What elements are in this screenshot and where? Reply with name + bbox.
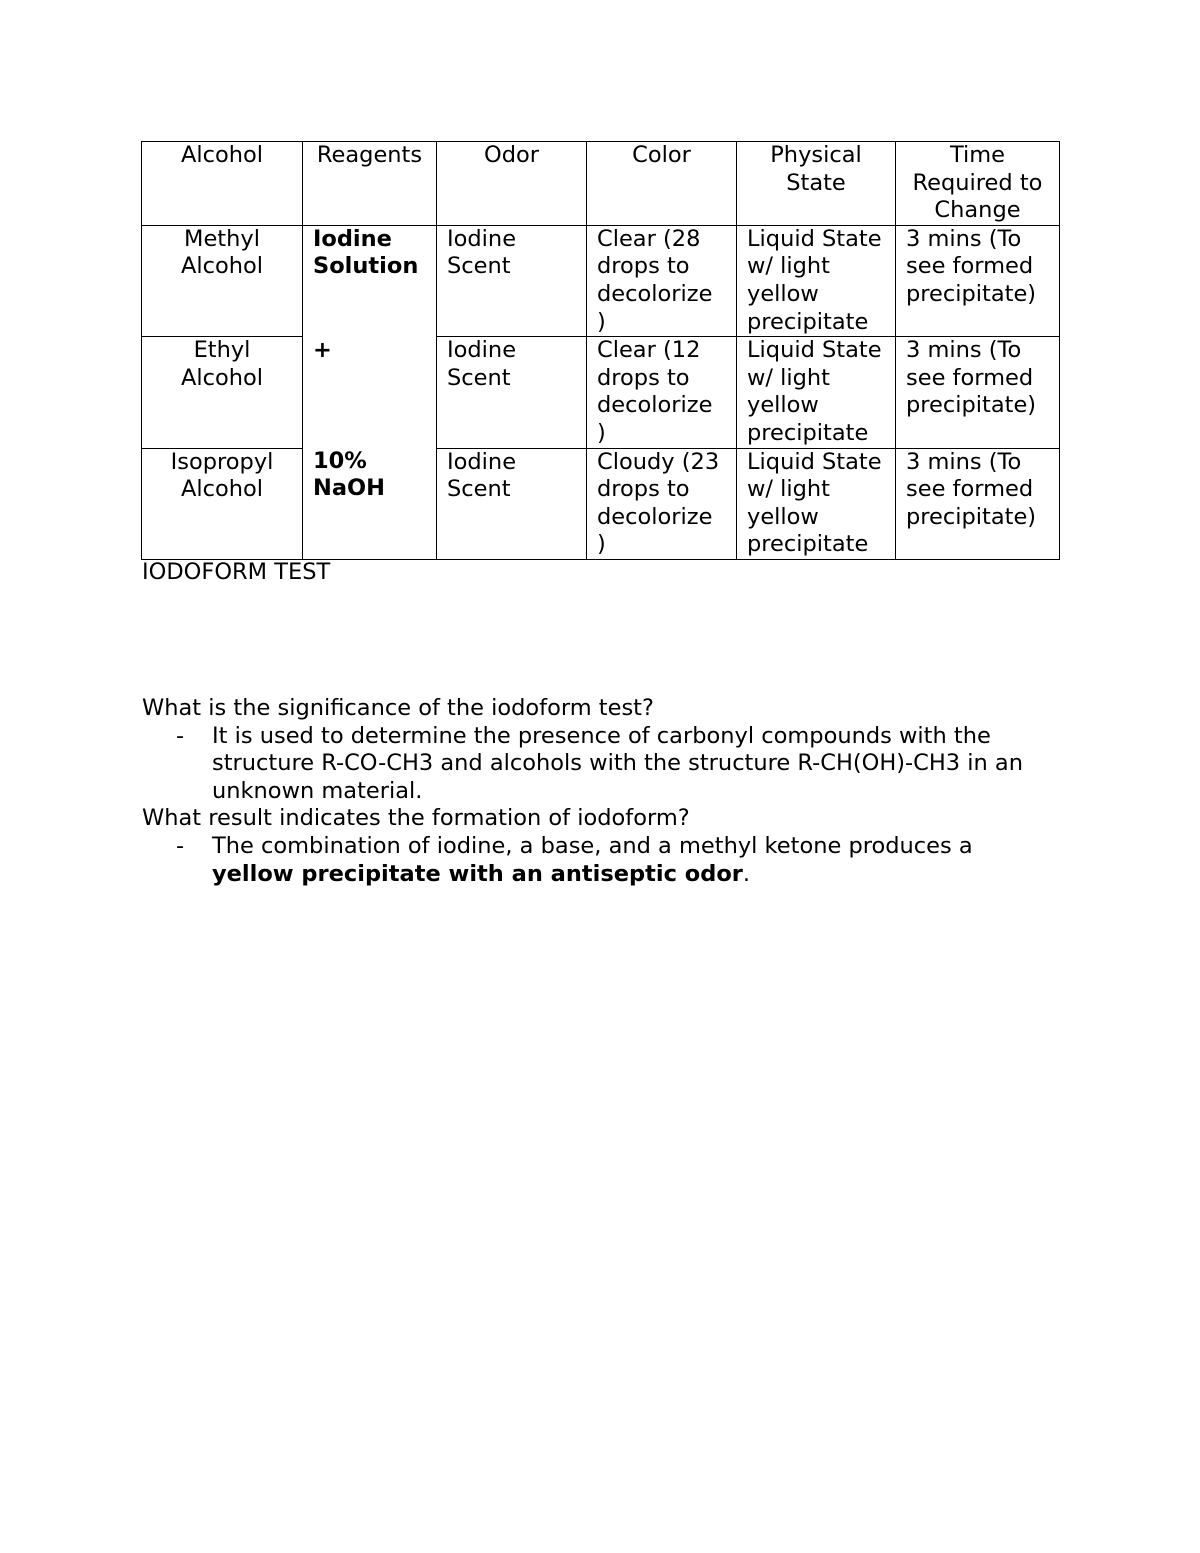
header-cell-time: Time Required to Change <box>896 142 1060 226</box>
time-cell: 3 mins (To see formed precipitate) <box>896 225 1060 336</box>
odor-cell: Iodine Scent <box>437 225 587 336</box>
header-cell-physical-state: Physical State <box>737 142 896 226</box>
alcohol-cell: Isopropyl Alcohol <box>142 448 303 559</box>
table-row <box>142 448 1060 559</box>
physical-state-cell: Liquid State w/ light yellow precipitate <box>737 225 896 336</box>
header-cell-color: Color <box>587 142 737 226</box>
bullet-dash: - <box>176 722 185 749</box>
bullet-dash: - <box>176 832 185 859</box>
question-significance: What is the significance of the iodoform test? <box>142 695 654 721</box>
questions-section <box>142 695 1042 888</box>
time-cell: 3 mins (To see formed precipitate) <box>896 448 1060 559</box>
header-cell-reagents: Reagents <box>303 142 437 226</box>
answer-significance: It is used to determine the presence of carbonyl compounds with the structure R-CO-CH3 and alcohols with the structure R-CH(OH)-CH3 in an unknown material. <box>212 722 1023 804</box>
odor-cell: Iodine Scent <box>437 448 587 559</box>
iodoform-results-table <box>141 141 1060 560</box>
physical-state-cell: Liquid State w/ light yellow precipitate <box>737 337 896 448</box>
alcohol-cell: Methyl Alcohol <box>142 225 303 336</box>
color-cell: Clear (28 drops to decolorize ) <box>587 225 737 336</box>
reagent-iodine-solution: Iodine Solution <box>313 225 419 280</box>
answer-result-bold: yellow precipitate with an antiseptic odor <box>212 860 743 887</box>
answer-result-end: . <box>742 860 751 887</box>
test-title: IODOFORM TEST <box>142 559 331 585</box>
table-header-row <box>142 142 1060 226</box>
reagents-cell <box>303 225 437 559</box>
header-cell-odor: Odor <box>437 142 587 226</box>
color-cell: Clear (12 drops to decolorize ) <box>587 337 737 448</box>
answer-item <box>142 723 1042 806</box>
answer-result-text: The combination of iodine, a base, and a methyl ketone produces a <box>212 832 973 859</box>
time-cell: 3 mins (To see formed precipitate) <box>896 337 1060 448</box>
table-row <box>142 225 1060 336</box>
reagent-naoh: 10% NaOH <box>313 447 385 502</box>
answer-item <box>142 833 1042 888</box>
odor-cell: Iodine Scent <box>437 337 587 448</box>
alcohol-cell: Ethyl Alcohol <box>142 337 303 448</box>
reagent-plus: + <box>313 336 332 363</box>
table-row <box>142 337 1060 448</box>
color-cell: Cloudy (23 drops to decolorize ) <box>587 448 737 559</box>
answer-result <box>212 833 1032 888</box>
header-cell-alcohol: Alcohol <box>142 142 303 226</box>
physical-state-cell: Liquid State w/ light yellow precipitate <box>737 448 896 559</box>
question-result: What result indicates the formation of iodoform? <box>142 805 690 832</box>
